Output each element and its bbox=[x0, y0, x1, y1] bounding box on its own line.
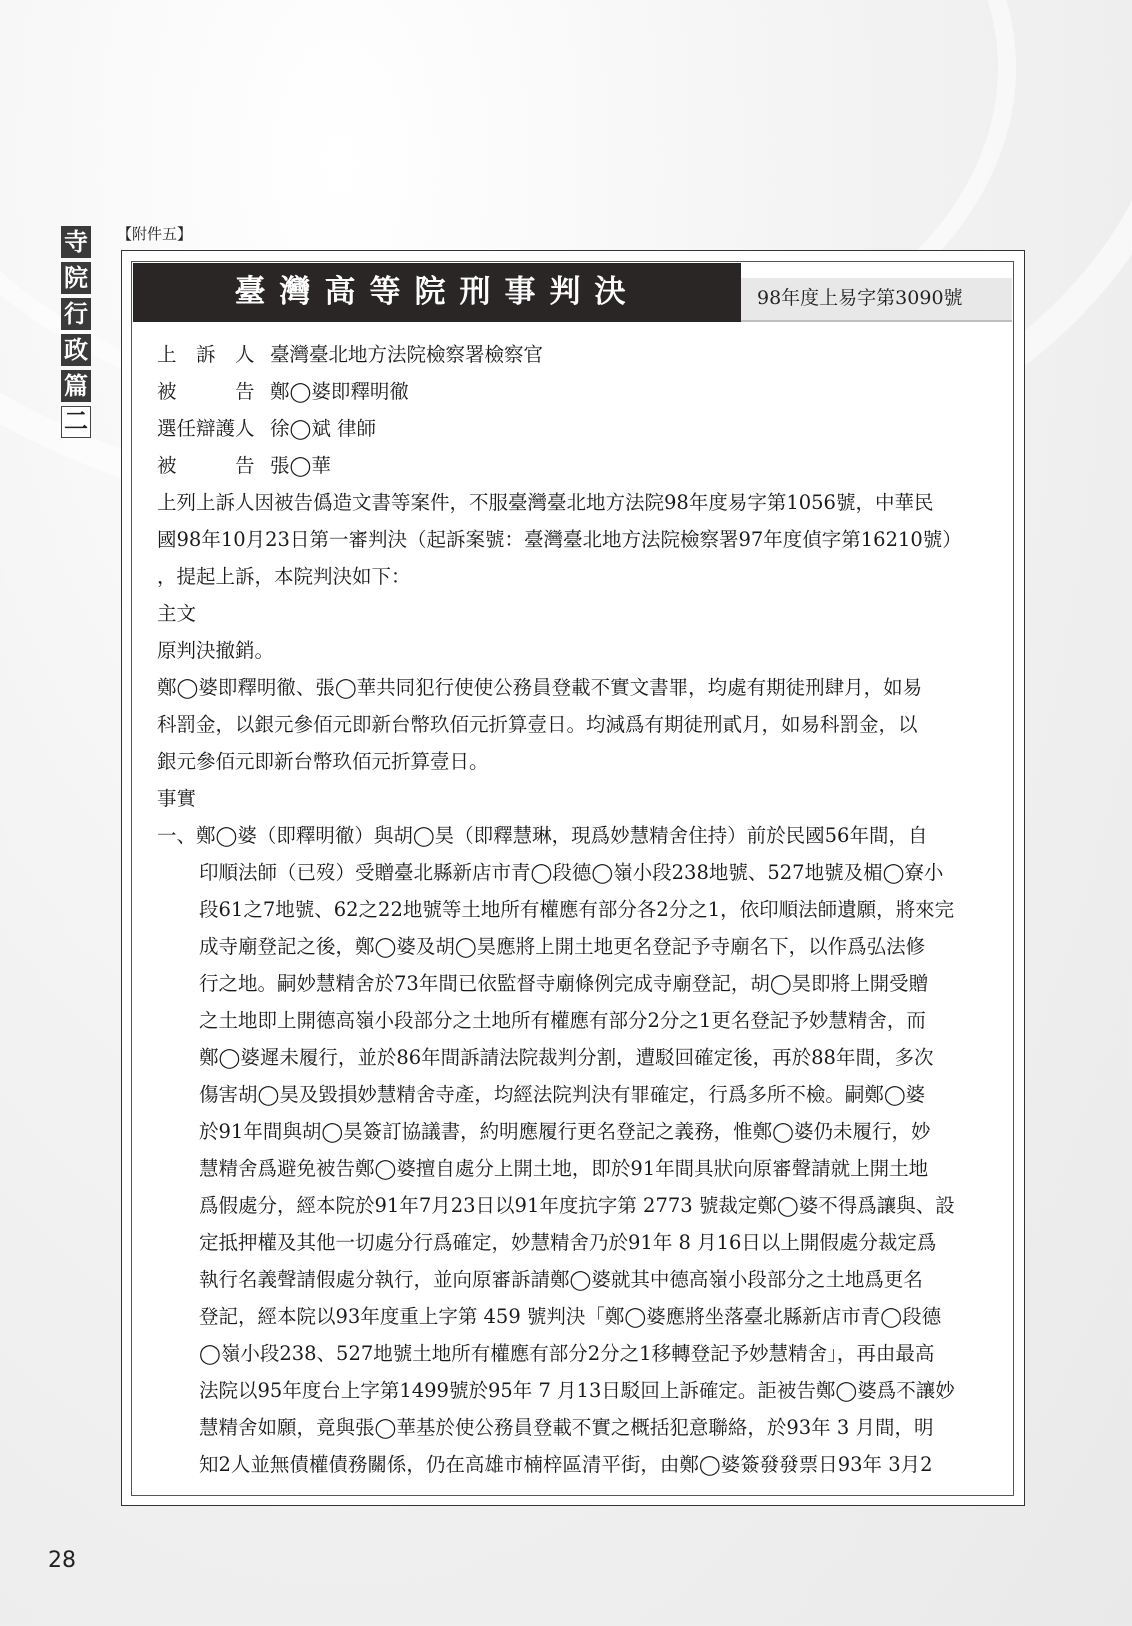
facts-line: 知2人並無債權債務關係，仍在高雄市楠梓區清平街，由鄭◯婆簽發發票日93年 3月2 bbox=[199, 1453, 933, 1476]
facts-line: 段61之7地號、62之22地號等土地所有權應有部分各2分之1，依印順法師遺願，將來完 bbox=[199, 898, 955, 921]
facts-line: 登記，經本院以93年度重上字第 459 號判決「鄭◯婆應將坐落臺北縣新店市青◯段德 bbox=[199, 1305, 942, 1328]
facts-line: 於91年間與胡◯昊簽訂協議書，約明應履行更名登記之義務，惟鄭◯婆仍未履行，妙 bbox=[199, 1120, 931, 1143]
attachment-label: 【附件五】 bbox=[117, 225, 193, 243]
page-number: 28 bbox=[48, 1548, 76, 1573]
facts-line: 執行名義聲請假處分執行，並向原審訴請鄭◯婆就其中德高嶺小段部分之土地爲更名 bbox=[199, 1268, 923, 1291]
side-tab-char: 篇 bbox=[61, 370, 91, 402]
facts-line: 之土地即上開德高嶺小段部分之土地所有權應有部分2分之1更名登記予妙慧精舍，而 bbox=[199, 1009, 926, 1032]
facts-line: 傷害胡◯昊及毀損妙慧精舍寺產，均經法院判決有罪確定，行爲多所不檢。嗣鄭◯婆 bbox=[199, 1083, 926, 1106]
party-label: 選任辯護人 bbox=[157, 417, 255, 440]
document-title: 臺灣高等院刑事判決 bbox=[133, 263, 741, 322]
facts-line: 行之地。嗣妙慧精舍於73年間已依監督寺廟條例完成寺廟登記，胡◯昊即將上開受贈 bbox=[199, 972, 929, 995]
party-label: 被 告 bbox=[157, 380, 255, 403]
side-tab-char: 政 bbox=[61, 334, 91, 366]
facts-line: 成寺廟登記之後，鄭◯婆及胡◯昊應將上開土地更名登記予寺廟名下，以作爲弘法修 bbox=[199, 935, 926, 958]
side-tab-char: 寺 bbox=[61, 226, 91, 258]
party-value: 張◯華 bbox=[270, 454, 331, 477]
party-row bbox=[157, 410, 987, 447]
case-number: 98年度上易字第3090號 bbox=[741, 278, 1012, 322]
side-tab-char: 行 bbox=[61, 298, 91, 330]
party-value: 鄭◯婆即釋明徹 bbox=[270, 380, 409, 403]
side-tab-char: 院 bbox=[61, 262, 91, 294]
facts-heading: 事實 bbox=[157, 787, 197, 810]
party-row bbox=[157, 373, 987, 410]
facts-line: 慧精舍爲避免被告鄭◯婆擅自處分上開土地，即於91年間具狀向原審聲請就上開土地 bbox=[199, 1157, 929, 1180]
facts-line: 定抵押權及其他一切處分行爲確定，妙慧精舍乃於91年 8 月16日以上開假處分裁定爲 bbox=[199, 1231, 937, 1254]
main-line: 銀元參佰元即新台幣玖佰元折算壹日。 bbox=[157, 750, 489, 773]
main-line: 科罰金，以銀元參佰元即新台幣玖佰元折算壹日。均減爲有期徒刑貳月，如易科罰金，以 bbox=[157, 713, 918, 736]
party-row bbox=[157, 336, 987, 373]
facts-line: 法院以95年度台上字第1499號於95年 7 月13日駁回上訴確定。詎被告鄭◯婆爲不讓妙 bbox=[199, 1379, 955, 1402]
side-tab-char: 二 bbox=[61, 406, 91, 438]
side-tab bbox=[61, 226, 93, 442]
party-row bbox=[157, 447, 987, 484]
party-value: 徐◯斌 律師 bbox=[270, 417, 377, 440]
intro-line: 國98年10月23日第一審判決（起訴案號：臺灣臺北地方法院檢察署97年度偵字第16210號） bbox=[157, 528, 962, 551]
main-heading: 主文 bbox=[157, 602, 197, 625]
main-line: 鄭◯婆即釋明徹、張◯華共同犯行使使公務員登載不實文書罪，均處有期徒刑肆月，如易 bbox=[157, 676, 923, 699]
document-body bbox=[157, 336, 987, 1483]
facts-line: 爲假處分，經本院於91年7月23日以91年度抗字第 2773 號裁定鄭◯婆不得爲讓與、設 bbox=[199, 1194, 955, 1217]
intro-line: ，提起上訴，本院判決如下： bbox=[157, 565, 411, 588]
facts-line: 印順法師（已歿）受贈臺北縣新店市青◯段德◯嶺小段238地號、527地號及楣◯寮小 bbox=[199, 861, 944, 884]
facts-line: 慧精舍如願，竟與張◯華基於使公務員登載不實之概括犯意聯絡，於93年 3 月間，明 bbox=[199, 1416, 934, 1439]
facts-line: 一、鄭◯婆（即釋明徹）與胡◯昊（即釋慧琳，現爲妙慧精舍住持）前於民國56年間，自 bbox=[157, 824, 928, 847]
party-value: 臺灣臺北地方法院檢察署檢察官 bbox=[270, 343, 544, 366]
party-label: 上 訴 人 bbox=[157, 343, 255, 366]
facts-line: 鄭◯婆遲未履行，並於86年間訴請法院裁判分割，遭駁回確定後，再於88年間，多次 bbox=[199, 1046, 934, 1069]
facts-line: ◯嶺小段238、527地號土地所有權應有部分2分之1移轉登記予妙慧精舍」，再由最高 bbox=[199, 1342, 935, 1365]
intro-line: 上列上訴人因被告僞造文書等案件，不服臺灣臺北地方法院98年度易字第1056號，中華民 bbox=[157, 491, 934, 514]
party-label: 被 告 bbox=[157, 454, 255, 477]
main-line: 原判決撤銷。 bbox=[157, 639, 275, 662]
